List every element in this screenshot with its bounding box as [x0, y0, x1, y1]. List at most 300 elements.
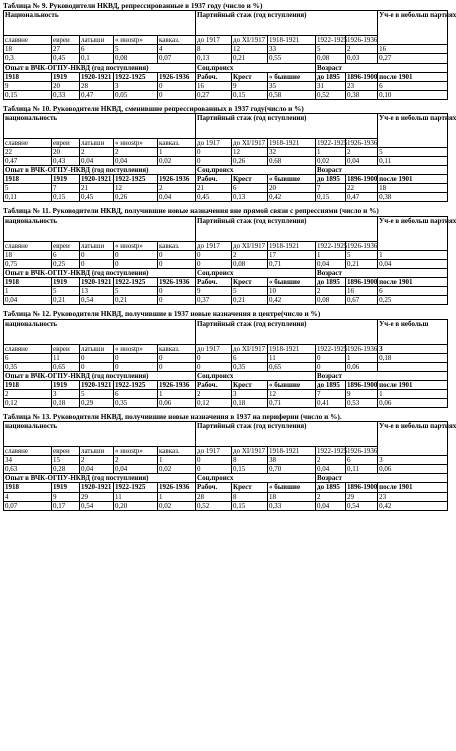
col-header: евреи [52, 36, 80, 45]
table-12 [3, 319, 448, 408]
col-header: 1926-1936 [347, 344, 378, 353]
col-header: 1918 [4, 175, 52, 184]
col-header: славяне [4, 344, 52, 353]
table-row [4, 296, 448, 305]
col-header: 1922-1925 [114, 72, 158, 81]
cell: 0 [316, 362, 346, 371]
table-row [4, 114, 448, 139]
cell: 33 [268, 45, 316, 54]
col-header: « инostр» [114, 36, 158, 45]
cell: 0,04 [346, 157, 378, 166]
cell: 0 [80, 259, 114, 268]
cell: 0 [196, 148, 232, 157]
cell: 0,33 [52, 90, 80, 99]
cell: 0,15 [232, 90, 268, 99]
cell: 4 [4, 492, 52, 501]
cell: 6 [232, 353, 268, 362]
cell: 16 [346, 287, 378, 296]
table-row [4, 474, 448, 483]
cell: 8 [232, 456, 268, 465]
cell: 5 [232, 287, 268, 296]
table-row [4, 90, 448, 99]
cell: 0 [196, 353, 232, 362]
cell: 7 [52, 184, 80, 193]
cell: 0,06 [346, 362, 378, 371]
party-header: Партийный стаж (год вступления) [196, 114, 378, 139]
cell: 0,12 [196, 398, 232, 407]
table-row [4, 389, 448, 398]
cell: 0,04 [158, 193, 196, 202]
vchk-header: Опыт в ВЧК-ОГПУ-НКВД (год поступления) [4, 63, 196, 72]
col-header: Рабоч. [196, 278, 232, 287]
cell: 0,08 [316, 296, 346, 305]
cell: 0,08 [316, 54, 346, 63]
cell: 0,04 [316, 465, 346, 474]
col-header: кавказ. [158, 139, 196, 148]
cell: 1 [378, 250, 448, 259]
cell: 0,20 [114, 501, 158, 510]
cell: 2 [316, 287, 346, 296]
cell: 23 [346, 81, 378, 90]
col-header: 1922-1925 [317, 344, 348, 353]
cell: 0,42 [378, 501, 448, 510]
table-row [4, 344, 448, 353]
cell: 29 [80, 492, 114, 501]
cell: 0,18 [232, 398, 268, 407]
cell: 3 [232, 389, 268, 398]
table-row [4, 398, 448, 407]
cell: 0 [158, 296, 196, 305]
cell: 16 [378, 45, 448, 54]
cell: 0,47 [80, 90, 114, 99]
table-12-title: Таблица № 12. Руководители НКВД, получившие в 1937 новые назначения в центре(число и %) [3, 309, 321, 319]
table-row [4, 465, 448, 474]
col-header: « бывшие [268, 278, 316, 287]
table-11-title: Таблица № 11. Руководители НКВД, получившие новые назначения вне прямой связи с репрессиями (число и %) [3, 206, 379, 216]
col-header: до 1895 [316, 72, 346, 81]
cell: 17 [268, 250, 316, 259]
cell: 9 [52, 492, 80, 501]
table-row [4, 157, 448, 166]
cell: 0,42 [268, 193, 316, 202]
table-row [4, 422, 448, 447]
cell: 0 [114, 259, 158, 268]
cell: 0,43 [52, 157, 80, 166]
cell: 12 [232, 45, 268, 54]
cell: 0,11 [378, 157, 448, 166]
cell: 15 [52, 456, 80, 465]
cell: 0,63 [4, 465, 52, 474]
vchk-header: Опыт в ВЧК-ОГПУ-НКВД (год поступления) [4, 166, 196, 175]
col-header: 1918-1921 [268, 447, 316, 456]
cell: 1 [158, 492, 196, 501]
cell: 0 [114, 250, 158, 259]
cell: 6 [4, 353, 52, 362]
col-header: евреи [52, 344, 80, 353]
col-header: до 1917 [196, 241, 232, 250]
table-row [4, 362, 448, 371]
cell: 1 [316, 148, 346, 157]
cell: 5 [316, 45, 346, 54]
col-header: до XI/1917 [232, 36, 268, 45]
cell: 0,68 [268, 157, 316, 166]
cell: 6 [378, 81, 448, 90]
col-header: 1918-1921 [268, 139, 316, 148]
cell: 22 [346, 184, 378, 193]
party-header: Партийный стаж (год вступления) [196, 319, 378, 344]
cell: 2 [114, 456, 158, 465]
col-header: 1920-1921 [80, 72, 114, 81]
col-header: 1926-1936 [158, 72, 196, 81]
cell: 12 [268, 389, 316, 398]
cell: 0,75 [4, 259, 52, 268]
cell: 28 [80, 81, 114, 90]
cell: 1 [346, 353, 378, 362]
cell: 0,11 [4, 193, 52, 202]
cell: 0,37 [196, 296, 232, 305]
cell [378, 362, 448, 371]
cell: 0 [80, 250, 114, 259]
cell: 0 [316, 353, 346, 362]
cell: 0,54 [346, 501, 378, 510]
cell: 0,25 [378, 296, 448, 305]
cell: 3 [378, 456, 448, 465]
cell: 0,27 [378, 54, 448, 63]
cell: 0,05 [114, 90, 158, 99]
col-header: Крест [232, 175, 268, 184]
small-parties-header: Уч-е в небольш [378, 319, 448, 344]
small-parties-header: Уч-е в небольш партиях [378, 216, 448, 250]
table-row [4, 287, 448, 296]
cell: 0,47 [346, 193, 378, 202]
col-header: 1896-1900 [347, 483, 378, 492]
cell: 0,04 [316, 259, 346, 268]
table-row [4, 193, 448, 202]
cell: 0,18 [52, 398, 80, 407]
cell: 34 [4, 456, 52, 465]
cell: 6 [52, 250, 80, 259]
cell: 0 [158, 287, 196, 296]
table-row [4, 371, 448, 380]
cell: 2 [4, 389, 52, 398]
col-header: славяне [4, 139, 52, 148]
age-header: Возраст [316, 268, 448, 277]
cell: 2 [316, 492, 346, 501]
cell: 0,38 [346, 90, 378, 99]
table-row [4, 72, 448, 81]
cell: 0 [114, 362, 158, 371]
cell: 5 [52, 287, 80, 296]
cell: 0,04 [316, 501, 346, 510]
cell: 0,04 [114, 157, 158, 166]
small-parties-header: Уч-е в небольш партиях [378, 114, 448, 148]
col-header: после 1901 [378, 278, 448, 287]
col-header: 1919 [52, 380, 80, 389]
small-parties-header: Уч-е в небольш партиях [378, 422, 448, 456]
cell: 20 [52, 148, 80, 157]
table-13-title: Таблица № 13. Руководители НКВД, получившие новые назначения в 1937 на периферии (число и %). [3, 411, 342, 421]
cell: 0,54 [80, 501, 114, 510]
cell: 0,08 [232, 259, 268, 268]
cell: 2 [316, 456, 346, 465]
cell: 18 [378, 184, 448, 193]
cell: 0,71 [268, 398, 316, 407]
cell: 0,58 [268, 90, 316, 99]
col-header: 1926-1936 [347, 241, 378, 250]
cell: 0,35 [114, 398, 158, 407]
col-header: Рабоч. [196, 483, 232, 492]
nationality-header: Национальность [4, 11, 196, 36]
table-row [4, 45, 448, 54]
cell: 0,11 [346, 465, 378, 474]
cell: 0,15 [316, 193, 346, 202]
col-header: 1922-1925 [114, 380, 158, 389]
cell: 0 [196, 362, 232, 371]
col-header: Крест [232, 278, 268, 287]
table-row [4, 319, 448, 344]
col-header: 1919 [52, 483, 80, 492]
col-header: « бывшие [268, 483, 316, 492]
cell: 38 [268, 456, 316, 465]
cell: 18 [4, 250, 52, 259]
cell: 0,17 [52, 501, 80, 510]
col-header: « инostр» [114, 139, 158, 148]
col-header: до 1917 [196, 139, 232, 148]
col-header: « инostр» [114, 447, 158, 456]
col-header: 1918-1921 [268, 36, 316, 45]
cell: 18 [4, 45, 52, 54]
cell: 21 [196, 184, 232, 193]
col-header: латыши [80, 344, 114, 353]
cell: 35 [268, 81, 316, 90]
col-header: 1919 [52, 278, 80, 287]
cell: 6 [232, 184, 268, 193]
cell: 8 [232, 492, 268, 501]
col-header: латыши [80, 36, 114, 45]
vchk-header: Опыт в ВЧК-ОГПУ-НКВД (год поступления) [4, 268, 196, 277]
col-header: 1918-1921 [268, 241, 316, 250]
col-header: до 1895 [316, 483, 346, 492]
cell: 2 [346, 45, 378, 54]
col-header: 1918 [4, 278, 52, 287]
cell: 18 [268, 492, 316, 501]
table-row [4, 166, 448, 175]
cell: 0,42 [268, 296, 316, 305]
vchk-header: Опыт в ВЧК-ОГПУ-НКВД (год поступления) [4, 371, 196, 380]
cell: 0,35 [4, 362, 52, 371]
cell: 0 [114, 353, 158, 362]
cell: 0,04 [378, 259, 448, 268]
col-header: кавказ. [158, 36, 196, 45]
col-header: 1922-1925 [317, 447, 348, 456]
table-row [4, 11, 448, 36]
col-header: Крест [232, 380, 268, 389]
small-parties-header: Уч-е в небольш партиях [378, 11, 448, 45]
col-header: 1926-1936 [347, 447, 378, 456]
col-header: после 1901 [378, 72, 448, 81]
cell: 32 [268, 148, 316, 157]
cell: 12 [114, 184, 158, 193]
col-header: евреи [52, 447, 80, 456]
col-header: до 1917 [196, 36, 232, 45]
cell: 11 [268, 353, 316, 362]
col-header: 1896-1900 [347, 278, 378, 287]
col-header: до XI/1917 [232, 139, 268, 148]
cell: 0,15 [52, 193, 80, 202]
age-header: Возраст [316, 63, 448, 72]
cell: 0,21 [232, 54, 268, 63]
cell: 0,26 [232, 157, 268, 166]
age-header: Возраст [316, 474, 448, 483]
age-header: Возраст [316, 166, 448, 175]
party-header: Партийный стаж (год вступления) [196, 11, 378, 36]
cell: 6 [80, 45, 114, 54]
cell: 20 [52, 81, 80, 90]
cell: 6 [114, 389, 158, 398]
cell: 2 [232, 250, 268, 259]
age-header: Возраст [316, 371, 448, 380]
col-header: 1896-1900 [347, 72, 378, 81]
cell: 0,54 [80, 296, 114, 305]
cell: 0,45 [52, 54, 80, 63]
cell: 0,06 [378, 398, 448, 407]
cell: 3 [114, 81, 158, 90]
social-origin-header: Соц.происх [196, 371, 316, 380]
col-header: 1922-1925 [114, 483, 158, 492]
col-header: Рабоч. [196, 72, 232, 81]
table-row [4, 250, 448, 259]
cell: 3 [52, 389, 80, 398]
col-header: « бывшие [268, 175, 316, 184]
table-9-title: Таблица № 9. Руководители НКВД, репрессированные в 1937 году (число и %) [3, 1, 263, 10]
cell: 0 [158, 81, 196, 90]
table-10-title: Таблица № 10. Руководители НКВД, сменившие репрессированных в 1937 году(число и %) [3, 103, 304, 113]
cell: 0,18 [378, 353, 448, 362]
col-header: до XI/1917 [232, 344, 268, 353]
cell: 0,55 [268, 54, 316, 63]
cell: 5 [4, 184, 52, 193]
cell: 16 [196, 81, 232, 90]
cell: 0,04 [4, 296, 52, 305]
col-header: 1926-1936 [158, 175, 196, 184]
cell: 28 [196, 492, 232, 501]
cell: 9 [346, 389, 378, 398]
col-header: латыши [80, 139, 114, 148]
col-header: 1922-1925 [317, 139, 348, 148]
cell: 0,12 [4, 398, 52, 407]
cell: 0,13 [196, 54, 232, 63]
table-10 [3, 113, 456, 202]
cell: 27 [52, 45, 80, 54]
cell: 0 [196, 250, 232, 259]
cell: 0,21 [346, 259, 378, 268]
cell: 0,41 [316, 398, 346, 407]
social-origin-header: Соц.происх [196, 63, 316, 72]
table-row [4, 492, 448, 501]
cell: 0,02 [316, 157, 346, 166]
col-header: « бывшие [268, 380, 316, 389]
cell: 11 [114, 492, 158, 501]
col-header: евреи [52, 139, 80, 148]
cell: 2 [80, 148, 114, 157]
cell: 0,04 [114, 465, 158, 474]
col-header: 1918 [4, 72, 52, 81]
cell: 20 [268, 184, 316, 193]
cell: 1 [378, 389, 448, 398]
cell: 0,03 [346, 54, 378, 63]
col-header: « инostр» [114, 344, 158, 353]
cell: 0,02 [158, 465, 196, 474]
cell: 0,47 [4, 157, 52, 166]
cell: 0,52 [316, 90, 346, 99]
col-header: после 1901 [378, 175, 448, 184]
table-row [4, 63, 448, 72]
cell: 0,21 [52, 296, 80, 305]
cell: 4 [158, 45, 196, 54]
cell: 0,15 [232, 501, 268, 510]
cell: 0,52 [196, 501, 232, 510]
cell: 5 [114, 45, 158, 54]
cell: 12 [232, 148, 268, 157]
col-header: после 1901 [378, 483, 448, 492]
nationality-header: национальность [4, 114, 196, 139]
cell: 0,04 [80, 157, 114, 166]
col-header: 1926-1936 [158, 380, 196, 389]
social-origin-header: Соц.происх [196, 474, 316, 483]
nationality-header: национальность [4, 216, 196, 241]
cell: 13 [80, 287, 114, 296]
cell: 0,21 [114, 296, 158, 305]
cell: 2 [80, 456, 114, 465]
cell: 5 [378, 148, 448, 157]
col-header: 1926-1936 [347, 36, 378, 45]
cell: 9 [232, 81, 268, 90]
table-row [4, 380, 448, 389]
cell: 0 [80, 353, 114, 362]
cell: 0 [158, 362, 196, 371]
col-header: « бывшие [268, 72, 316, 81]
nationality-header: национальность [4, 319, 196, 344]
table-row [4, 353, 448, 362]
cell: 0,45 [196, 193, 232, 202]
cell: 6 [346, 456, 378, 465]
cell: 9 [4, 81, 52, 90]
cell: 0,10 [378, 90, 448, 99]
cell: 0,35 [232, 362, 268, 371]
table-row [4, 278, 448, 287]
cell: 31 [316, 81, 346, 90]
cell: 0 [196, 465, 232, 474]
social-origin-header: Соц.происх [196, 166, 316, 175]
cell: 0 [158, 353, 196, 362]
table-9 [3, 10, 456, 99]
cell: 0,1 [80, 54, 114, 63]
cell: 2 [114, 148, 158, 157]
table-row [4, 54, 448, 63]
cell: 0 [80, 362, 114, 371]
cell: 7 [316, 389, 346, 398]
table-13 [3, 421, 456, 510]
col-header: Рабоч. [196, 380, 232, 389]
col-header: 1920-1921 [80, 483, 114, 492]
col-header: славяне [4, 36, 52, 45]
cell: 0,25 [52, 259, 80, 268]
col-header: « инostр» [114, 241, 158, 250]
col-header: 1918-1921 [268, 344, 316, 353]
col-header: 1919 [52, 175, 80, 184]
cell: 22 [4, 148, 52, 157]
cell: 0,65 [52, 362, 80, 371]
